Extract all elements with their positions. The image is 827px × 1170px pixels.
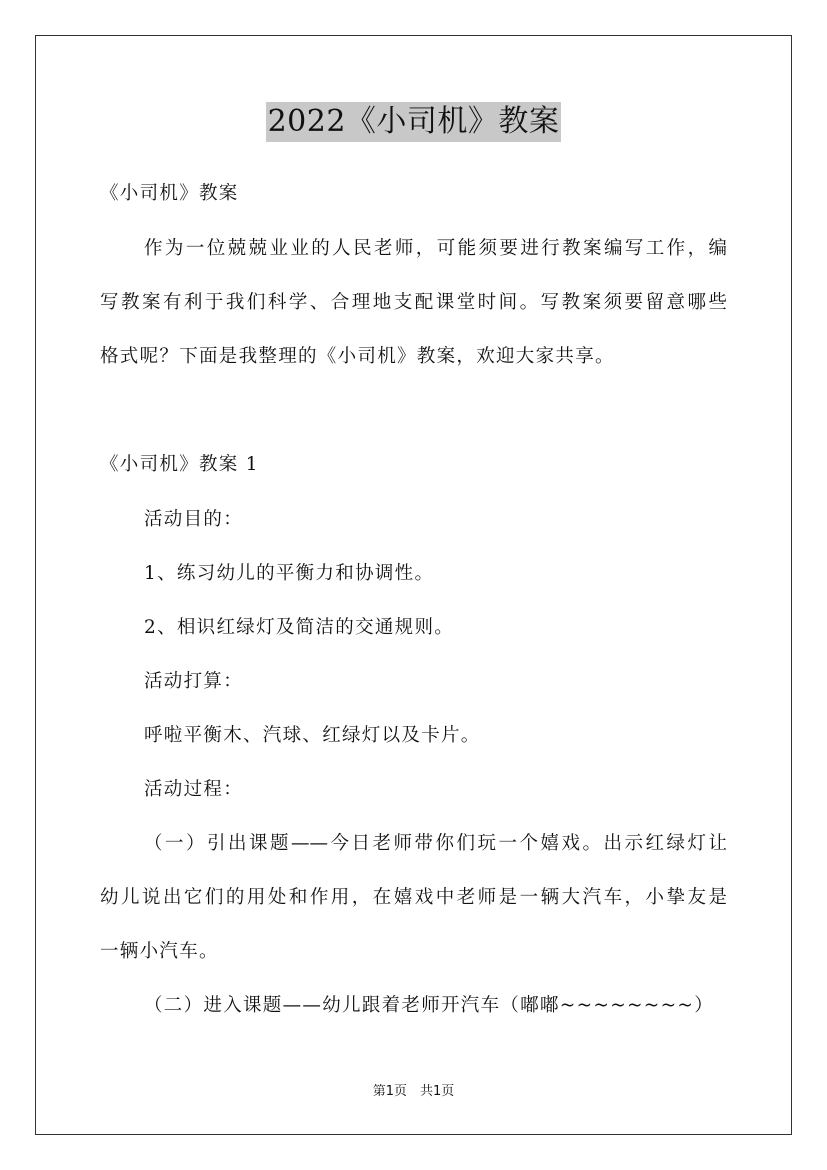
section-heading: 《小司机》教案 1 bbox=[100, 454, 259, 475]
prep-heading: 活动打算： bbox=[144, 671, 244, 692]
intro-line-1: 作为一位兢兢业业的人民老师，可能须要进行教案编写工作，编 bbox=[144, 238, 727, 259]
document-title: 2022《小司机》教案 bbox=[266, 102, 562, 142]
intro-line-3: 格式呢？下面是我整理的《小司机》教案，欢迎大家共享。 bbox=[100, 346, 615, 367]
step-1-line-3: 一辆小汽车。 bbox=[100, 941, 219, 962]
subtitle: 《小司机》教案 bbox=[100, 183, 239, 204]
title-container bbox=[0, 102, 827, 142]
prep-text: 呼啦平衡木、汽球、红绿灯以及卡片。 bbox=[144, 725, 481, 746]
step-1-line-2: 幼儿说出它们的用处和作用，在嬉戏中老师是一辆大汽车，小挚友是 bbox=[100, 887, 727, 908]
page-footer: 第1页 共1页 bbox=[372, 1084, 455, 1099]
goal-item-2: 2、相识红绿灯及简洁的交通规则。 bbox=[144, 617, 455, 638]
goal-item-1: 1、练习幼儿的平衡力和协调性。 bbox=[144, 563, 435, 584]
process-heading: 活动过程： bbox=[144, 779, 244, 800]
goal-heading: 活动目的： bbox=[144, 509, 244, 530]
step-1-line-1: （一）引出课题——今日老师带你们玩一个嬉戏。出示红绿灯让 bbox=[144, 833, 727, 854]
step-2: （二）进入课题——幼儿跟着老师开汽车（嘟嘟~~~~~~~~） bbox=[144, 995, 715, 1016]
intro-line-2: 写教案有利于我们科学、合理地支配课堂时间。写教案须要留意哪些 bbox=[100, 292, 727, 313]
